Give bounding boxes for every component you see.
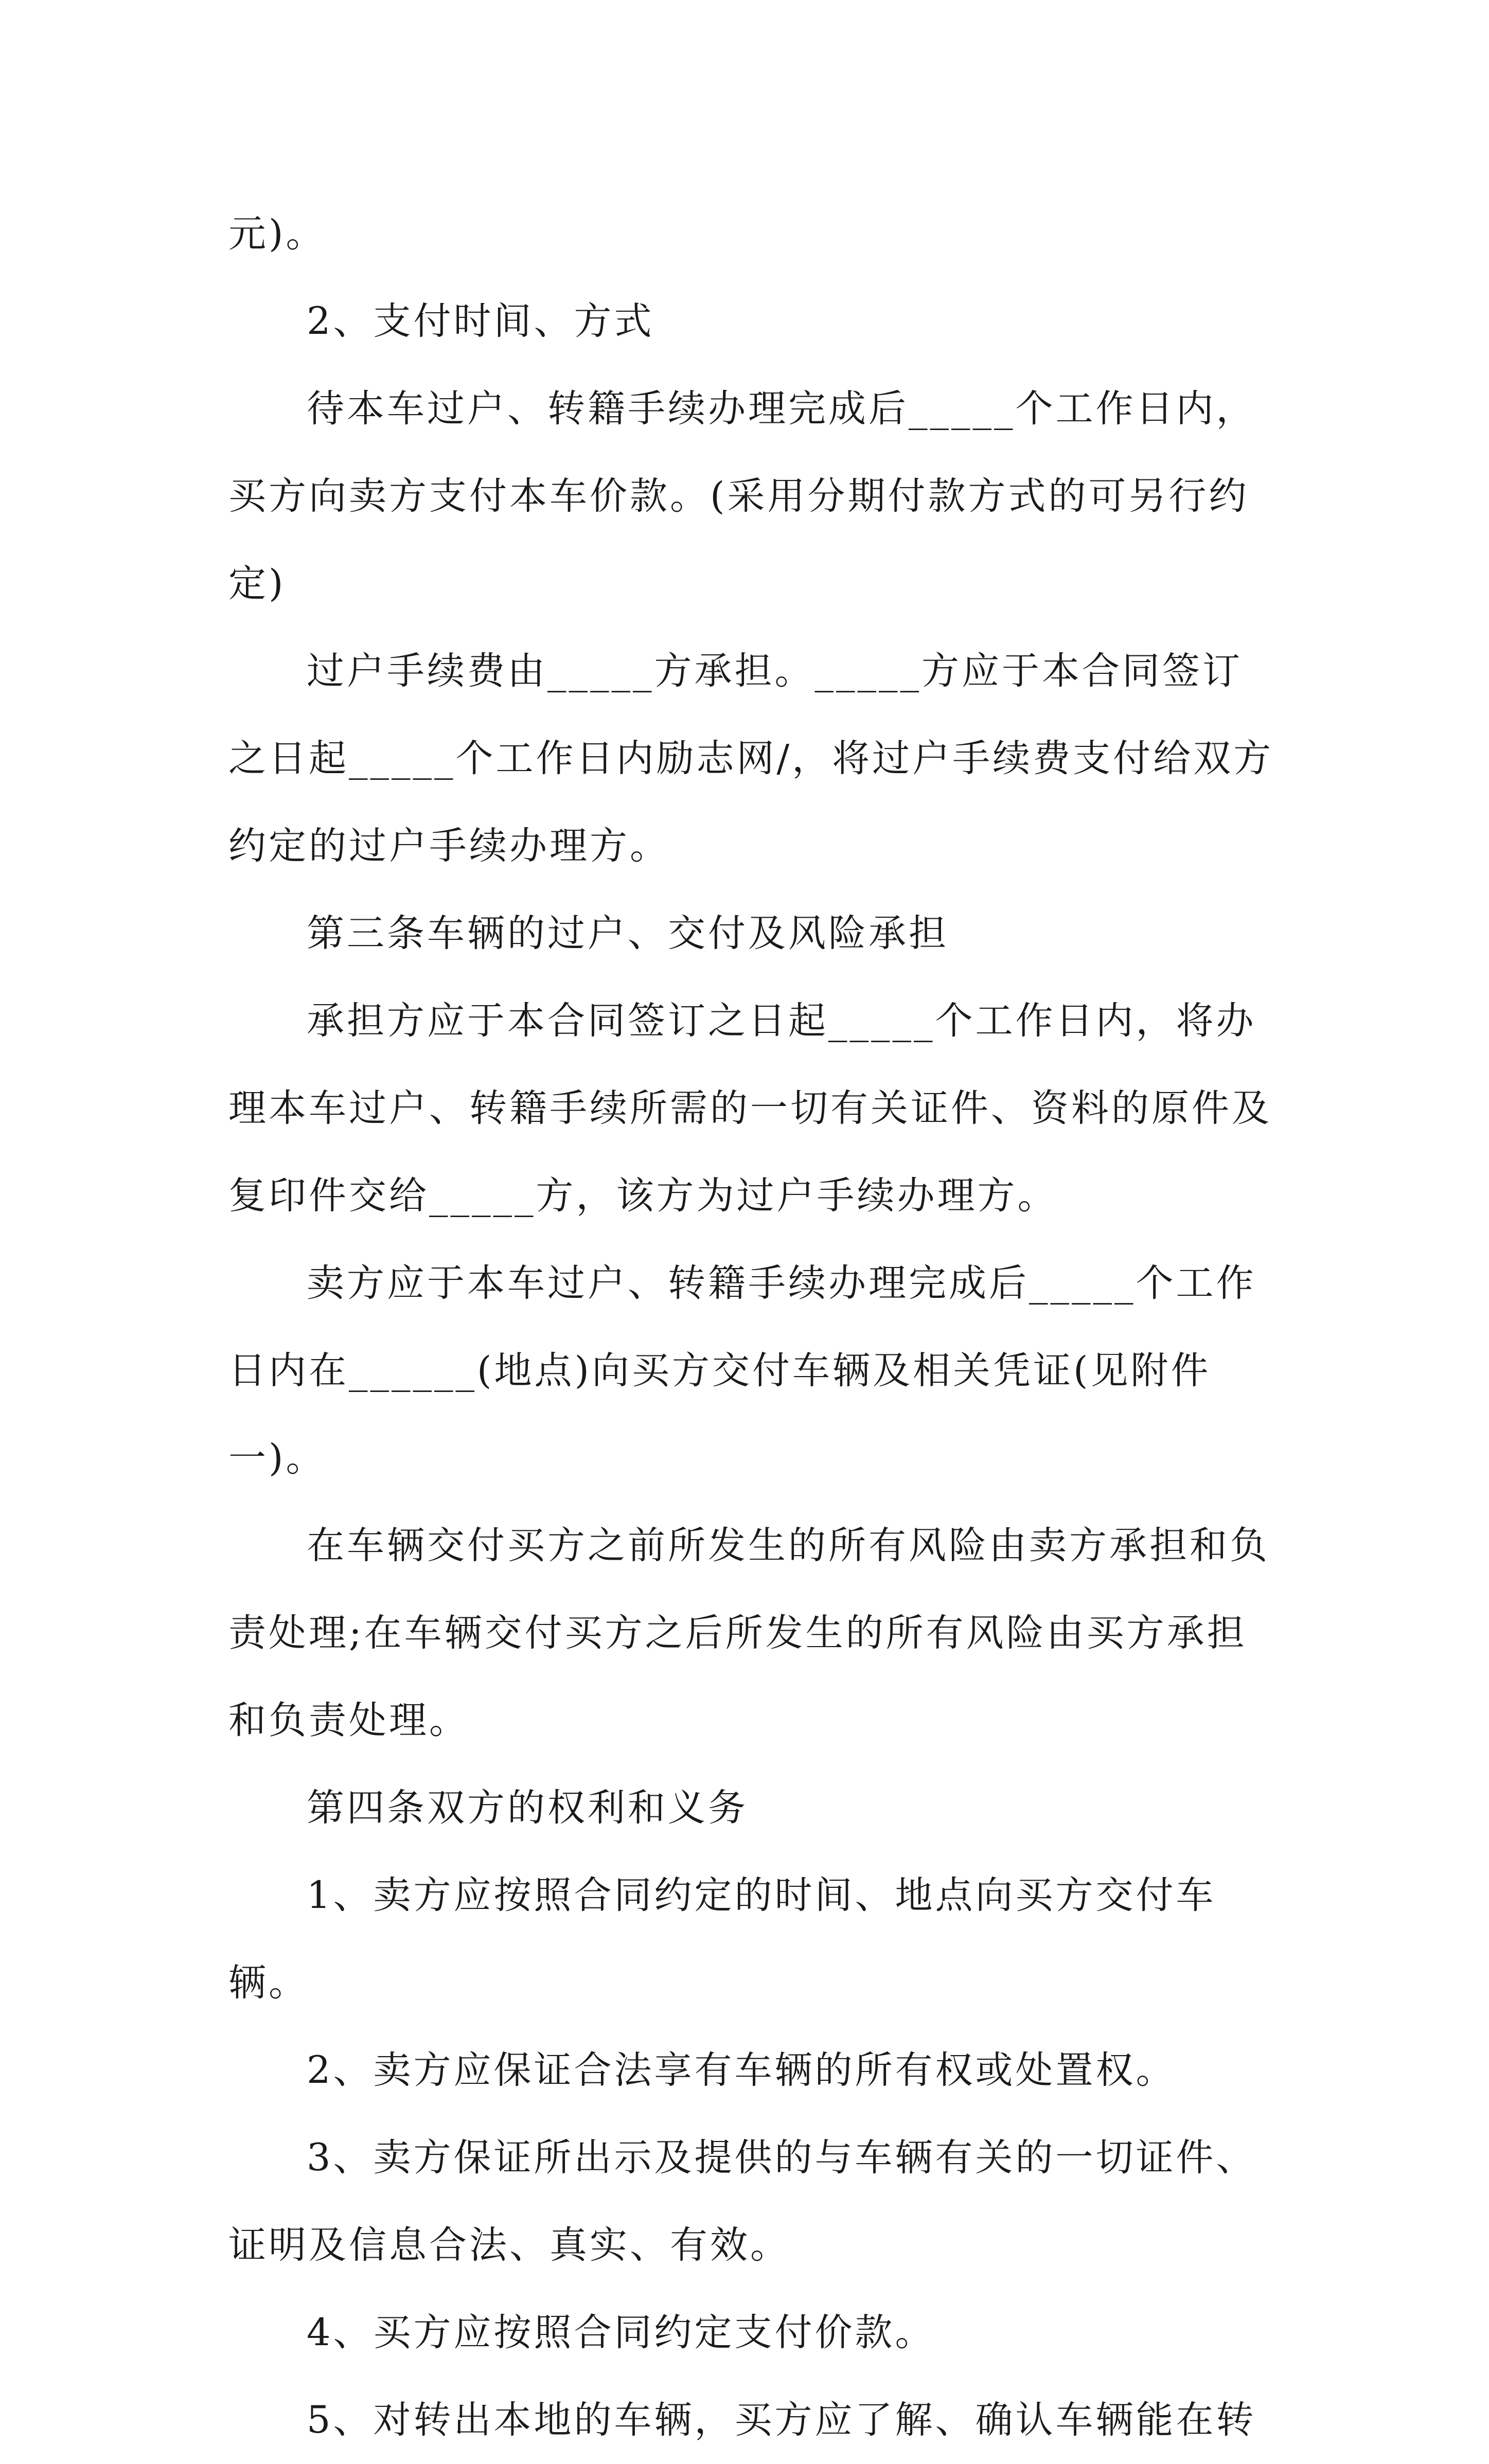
paragraph: 元)。: [228, 212, 326, 256]
paragraph: 过户手续费由_____方承担。_____方应于本合同签订之日起_____个工作日内励志网/，将过户手续费支付给双方约定的过户手续办理方。: [228, 649, 1274, 868]
document-body: [228, 190, 1278, 2464]
section-heading: 第三条车辆的过户、交付及风险承担: [307, 912, 949, 955]
section-heading: 第四条双方的权利和义务: [307, 1786, 748, 1830]
paragraph: 2、支付时间、方式: [307, 299, 654, 343]
paragraph: 卖方应于本车过户、转籍手续办理完成后_____个工作日内在______(地点)向买方交付车辆及相关凭证(见附件一)。: [228, 1261, 1256, 1480]
paragraph: 在车辆交付买方之前所发生的所有风险由卖方承担和负责处理;在车辆交付买方之后所发生的所有风险由买方承担和负责处理。: [228, 1524, 1270, 1742]
paragraph: 待本车过户、转籍手续办理完成后_____个工作日内，买方向卖方支付本车价款。(采用分期付款方式的可另行约定): [228, 387, 1256, 605]
list-item: 5、对转出本地的车辆，买方应了解、确认车辆能在转: [307, 2398, 1256, 2442]
list-item: 1、卖方应按照合同约定的时间、地点向买方交付车辆。: [228, 1873, 1216, 2005]
list-item: 2、卖方应保证合法享有车辆的所有权或处置权。: [307, 2048, 1176, 2092]
paragraph: 承担方应于本合同签订之日起_____个工作日内，将办理本车过户、转籍手续所需的一切有关证件、资料的原件及复印件交给_____方，该方为过户手续办理方。: [228, 999, 1272, 1218]
list-item: 4、买方应按照合同约定支付价款。: [307, 2311, 935, 2354]
list-item: 3、卖方保证所出示及提供的与车辆有关的一切证件、证明及信息合法、真实、有效。: [228, 2136, 1256, 2267]
